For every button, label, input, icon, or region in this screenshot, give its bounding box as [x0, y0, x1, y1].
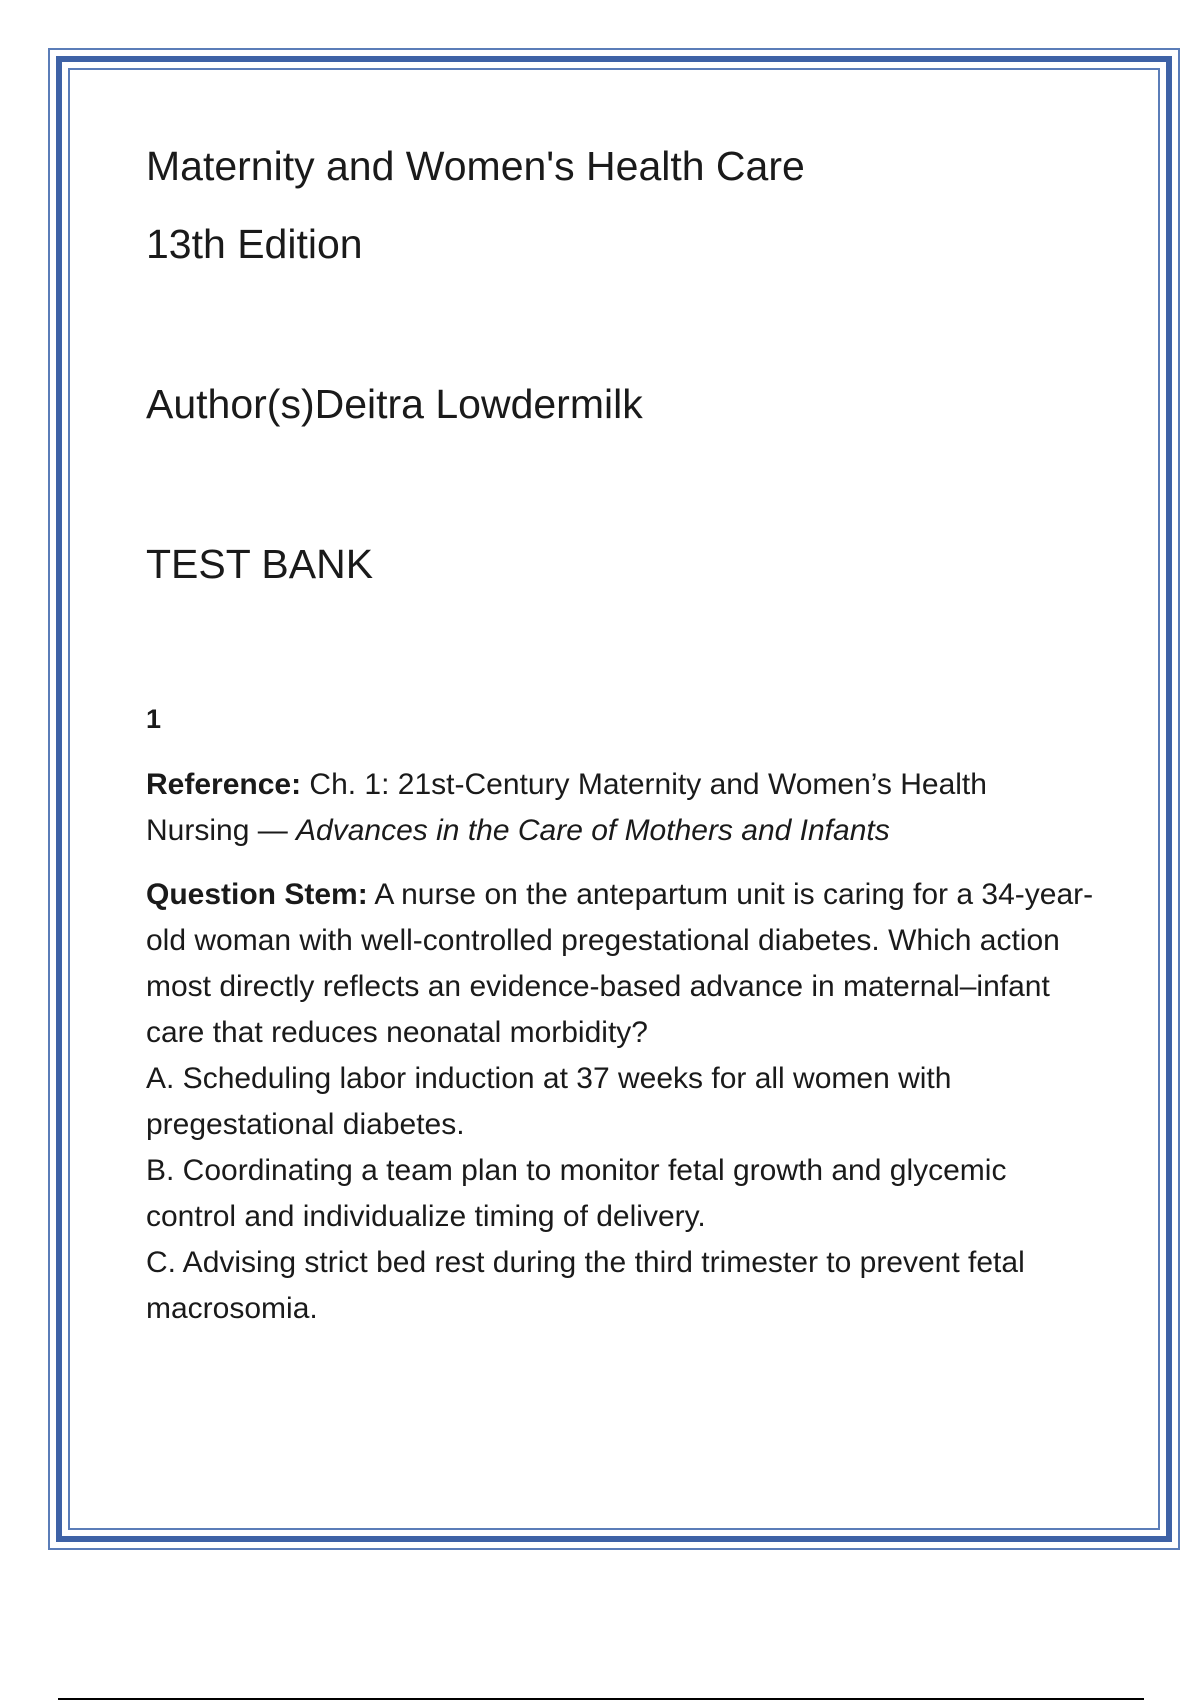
reference-italic: Advances in the Care of Mothers and Infants: [296, 814, 890, 847]
stem-label: Question Stem:: [146, 878, 368, 911]
question-stem: [146, 872, 1096, 1056]
question-number: 1: [146, 704, 162, 734]
answer-option-a: A. Scheduling labor induction at 37 weeks for all women with pregestational diabetes.: [146, 1062, 952, 1141]
answer-option-b: B. Coordinating a team plan to monitor fetal growth and glycemic control and individualize timing of delivery.: [146, 1154, 1007, 1233]
book-edition: 13th Edition: [146, 221, 363, 267]
reference-label: Reference:: [146, 768, 302, 801]
question-reference: [146, 762, 1096, 854]
stem-text: A nurse on the antepartum unit is caring for a 34-year-old woman with well-controlled pregestational diabetes. Which action most directly reflects an evidence-based advance in maternal–infant care that reduces neonatal morbidity?: [146, 878, 1094, 1049]
document-body: [146, 140, 1096, 1332]
book-author: Author(s)Deitra Lowdermilk: [146, 381, 643, 427]
section-title: TEST BANK: [146, 541, 374, 587]
answer-option-c: C. Advising strict bed rest during the third trimester to prevent fetal macrosomia.: [146, 1246, 1025, 1325]
reference-text: Ch. 1: 21st-Century Maternity and Women’s Health Nursing —: [146, 768, 987, 847]
book-title: Maternity and Women's Health Care: [146, 143, 805, 189]
